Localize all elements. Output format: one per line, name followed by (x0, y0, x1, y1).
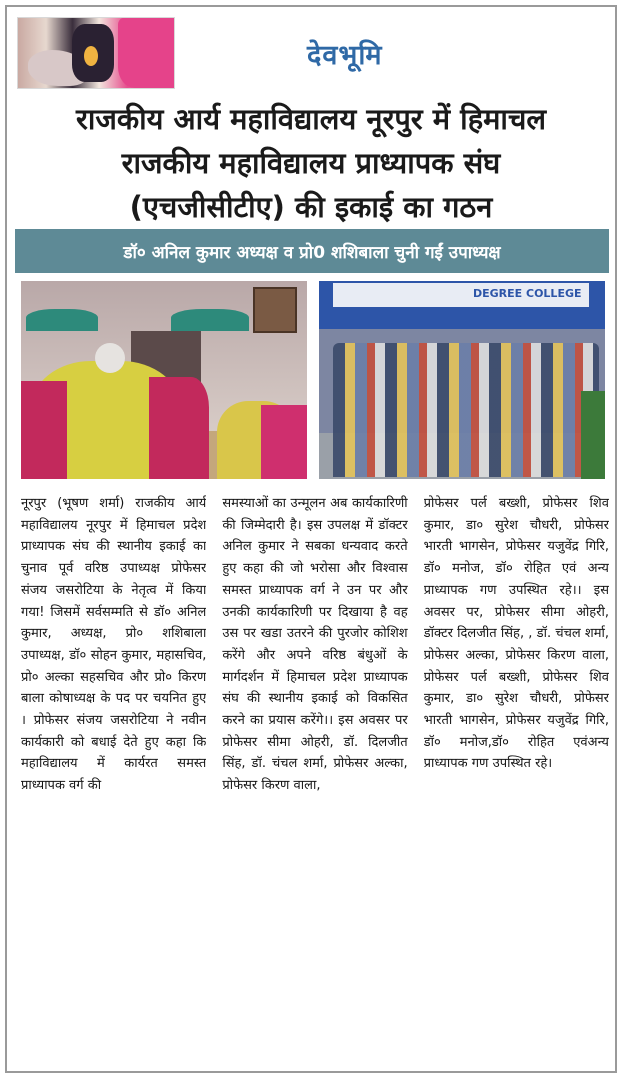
article-column: समस्याओं का उन्मूलन अब कार्यकारिणी की जिम्मेदारी है। इस उपलक्ष में डॉक्टर अनिल कुमार ने सबका धन्यवाद करते हुए कहा की जो भरोसा और विश्वास समस्त प्राध्यापक वर्ग ने उन पर और उनकी कार्यकारिणी पर दिखाया है वह उस पर खडा उतरने की पुरजोर कोशिश करेंगे और अपने वरिष्ठ बंधुओं के मार्गदर्शन में हिमाचल प्रदेश प्राध्यापक संघ की स्थानीय इकाई को विकसित करने का प्रयास करेंगे।। इस अवसर पर प्रोफेसर सीमा ओहरी, डॉ. दिलजीत सिंह, डॉ. चंचल शर्मा, प्रोफेसर अल्का, प्रोफेसर किरण वाला, (222, 496, 408, 794)
headline-line: (एचजीसीटीए) की इकाई का गठन (129, 190, 493, 224)
article-body (21, 493, 609, 1069)
article-column: प्रोफेसर पर्ल बख्शी, प्रोफेसर शिव कुमार, डा० सुरेश चौधरी, प्रोफेसर भारती भागसेन, प्रोफेसर यजुवेंद्र गिरि, डॉ० मनोज, डॉ० रोहित एवं अन्य प्राध्यापक गण उपस्थित रहे।। इस अवसर पर, प्रोफेसर सीमा ओहरी, डॉक्टर दिलजीत सिंह, , डॉ. चंचल शर्मा, प्रोफेसर अल्का, प्रोफेसर किरण वाला, प्रोफेसर पर्ल बख्शी, प्रोफेसर शिव कुमार, डा० सुरेश चौधरी, प्रोफेसर भारती भागसेन, प्रोफेसर यजुवेंद्र गिरि, डॉ० मनोज,डॉ० रोहित एवंअन्य प्राध्यापक गण उपस्थित रहे। (423, 496, 609, 772)
headline-line: राजकीय महाविद्यालय प्राध्यापक संघ (121, 146, 501, 180)
college-sign (333, 283, 589, 307)
newspaper-masthead: देवभूमि (307, 40, 383, 71)
headline-line: राजकीय आर्य महाविद्यालय नूरपुर में हिमाचल (75, 102, 547, 136)
top-photo (17, 17, 175, 89)
newspaper-clipping (5, 5, 617, 1073)
subheadline: डॉ० अनिल कुमार अध्यक्ष व प्रो0 शशिबाला चुनी गईं उपाध्यक्ष (123, 242, 501, 263)
college-sign-text: DEGREE COLLEGE (473, 287, 582, 300)
subheadline-bar (15, 229, 609, 273)
article-column: नूरपुर (भूषण शर्मा) राजकीय आर्य महाविद्यालय नूरपुर में हिमाचल प्रदेश प्राध्यापक संघ की स्थानीय इकाई का चुनाव पूर्व वरिष्ठ उपाध्यक्ष प्रोफेसर संजय जसरोटिया के नेतृत्व में किया गया! जिसमें सर्वसम्मति से डॉ० अनिल कुमार, अध्यक्ष, प्रो० शशिबाला उपाध्यक्ष, डॉ० सोहन कुमार, महासचिव, प्रो० अल्का सहसचिव और प्रो० किरण बाला कोषाध्यक्ष के पद पर चयनित हुए । प्रोफेसर संजय जसरोटिया ने नवीन कार्यकारी को बधाई देते हुए कहा कि महाविद्यालय में कार्यरत समस्त प्राध्यापक वर्ग की (21, 496, 207, 794)
temple-photo (21, 281, 307, 479)
headline (11, 97, 611, 229)
group-photo (319, 281, 605, 479)
